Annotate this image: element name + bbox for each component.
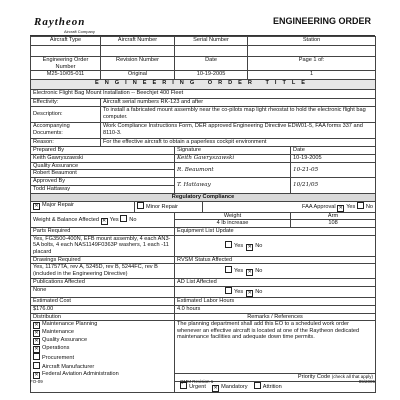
dist-item-label: Quality Assurance (42, 337, 88, 344)
prepared-by-signature: Keith Gawryszawski (175, 154, 291, 162)
ad-yes-checkbox[interactable] (225, 287, 232, 294)
station-label: Station (248, 37, 376, 46)
date-label: Date (175, 57, 248, 71)
form-table (30, 36, 376, 393)
major-repair-label: Major Repair (42, 201, 75, 208)
faa-no-checkbox[interactable] (357, 202, 364, 209)
regulatory-band: Regulatory Compliance (31, 193, 376, 201)
date-value: 10-19-2005 (175, 71, 248, 80)
aircraft-type-label: Aircraft Type (31, 37, 101, 46)
arm-label: Arm (291, 212, 376, 220)
rvsm-label: RVSM Status Affected (175, 256, 376, 264)
dist-item-label: Aircraft Manufacturer (42, 364, 95, 371)
ad-yes-label: Yes (234, 288, 244, 295)
equipment-yes-label: Yes (234, 242, 244, 249)
distribution-list (31, 321, 175, 393)
dist-checkbox[interactable]: ✕ (34, 346, 39, 353)
signature-header: Signature (175, 147, 291, 155)
effectivity-value: Aircraft serial numbers RK-123 and after (101, 99, 376, 107)
qa-label: Quality Assurance (31, 162, 175, 170)
weight-label: Weight (175, 212, 291, 220)
prepared-by-name: Keith Gawryszawski (31, 154, 175, 162)
effectivity-label: Effectivity: (31, 99, 101, 107)
wb-no-label: No (129, 216, 137, 223)
aircraft-number-value (101, 46, 175, 57)
aircraft-number-label: Aircraft Number (101, 37, 175, 46)
remarks-value: The planning department shall add this EO to a scheduled work order whenever an effective aircraft is located at one of the Raytheon dedicated maintenance facilities and adequate down time permits. (175, 321, 376, 374)
description-value: To install a fabricated mount assembly near the co-pilots map light rheostat to hold the electronic flight bag computer. (101, 107, 376, 123)
footer-form-id: FO-09 (30, 379, 43, 384)
priority-attrition-checkbox[interactable] (254, 382, 261, 389)
dist-item-aircraft-manufacturer[interactable] (33, 362, 172, 371)
parts-required-value: Yes, FG3500-400N, EFB mount assembly, 4 each AN3-5A bolts, 4 each NAS1149F0363P washers, 1 each -11 placard (31, 235, 175, 256)
dist-item-label: Maintenance Planning (42, 321, 98, 328)
dist-item-procurement[interactable] (33, 353, 172, 362)
weight-value: 4 lb increase (175, 220, 291, 228)
description-label: Description: (31, 107, 101, 123)
accompanying-value: Work Compliance Instructions Form, DER approved Engineering Directive EDW01-5, FAA forms 337 and 8110-3. (101, 123, 376, 139)
prepared-by-label: Prepared By (31, 147, 175, 155)
dist-item-maintenance[interactable] (33, 329, 172, 337)
remarks-label: Remarks / References (175, 313, 376, 321)
eo-title-band (31, 80, 376, 90)
rvsm-no-checkbox[interactable]: ✕ (247, 269, 252, 276)
qa-signature: R. Beaumont (175, 162, 291, 178)
form-header (30, 8, 375, 36)
dist-item-label: Operations (42, 345, 70, 352)
wb-label: Weight & Balance Affected (33, 216, 100, 223)
dist-item-faa[interactable] (33, 371, 172, 379)
priority-mandatory-checkbox[interactable]: ✕ (213, 384, 218, 391)
minor-repair-label: Minor Repair (146, 203, 179, 210)
approved-by-name: Todd Hattaway (31, 185, 175, 193)
priority-label: Priority Code (297, 374, 331, 381)
drawings-label: Drawings Required (31, 256, 175, 264)
minor-repair-checkbox[interactable] (137, 202, 144, 209)
dist-checkbox[interactable] (33, 362, 40, 369)
sig-date-header: Date (291, 147, 376, 155)
rvsm-yes-checkbox[interactable] (225, 266, 232, 273)
reason-label: Reason: (31, 139, 101, 147)
serial-number-value (175, 46, 248, 57)
major-repair-checkbox[interactable]: ✕ (34, 202, 39, 209)
drawings-value: Yes, 11757TA, rev A, 5245D, rev B, 5244FC, rev B (included in the Engineering Directive) (31, 264, 175, 279)
prepared-by-date: 10-19-2005 (291, 154, 376, 162)
accompanying-label: Accompanying Documents: (31, 123, 101, 139)
approved-by-label: Approved By (31, 178, 175, 186)
equipment-list-label: Equipment List Update (175, 228, 376, 236)
engineering-order-form (30, 8, 375, 391)
priority-mandatory-label: Mandatory (221, 383, 248, 390)
wb-yes-checkbox[interactable]: ✕ (101, 217, 107, 224)
distribution-label: Distribution (31, 313, 175, 321)
revision-value: Original (101, 71, 175, 80)
arm-value: 108 (291, 220, 376, 228)
rvsm-yes-label: Yes (234, 268, 244, 275)
serial-number-label: Serial Number (175, 37, 248, 46)
faa-approval (203, 201, 376, 212)
eo-number-label: Engineering Order Number (31, 57, 101, 71)
approved-by-signature: T. Hattaway (175, 178, 291, 194)
faa-yes-checkbox[interactable]: ✕ (338, 204, 343, 211)
revision-label: Revision Number (101, 57, 175, 71)
footer-date: 09/2005 (358, 379, 375, 384)
labor-value: 4.0 hours (175, 305, 376, 313)
ad-list-options (175, 286, 376, 297)
cost-value: $176.00 (31, 305, 175, 313)
aircraft-type-value (31, 46, 101, 57)
faa-yes-label: Yes (346, 203, 356, 210)
page-value: 1 (248, 71, 376, 80)
minor-repair[interactable] (135, 201, 203, 212)
qa-name: Robert Beaumont (31, 170, 175, 178)
wb-yes-label: Yes (109, 216, 119, 223)
parts-required-label: Parts Required (31, 228, 175, 236)
dist-checkbox[interactable]: ✕ (34, 372, 39, 379)
approved-by-date: 10/21/05 (291, 178, 376, 194)
footer-revision: QMM Revision 1 (180, 379, 214, 384)
dist-item-label: Procurement (42, 355, 75, 362)
dist-checkbox[interactable]: ✕ (34, 338, 39, 345)
dist-item-quality-assurance[interactable] (33, 337, 172, 345)
rvsm-options (175, 264, 376, 279)
faa-no-label: No (365, 203, 374, 210)
wb-no-checkbox[interactable] (120, 215, 127, 222)
publications-value: None (31, 286, 175, 297)
eo-title-value: Electronic Flight Bag Mount Installation -- Beechjet 400 Fleet (31, 90, 376, 99)
priority-urgent-label: Urgent (189, 383, 206, 390)
ad-no-checkbox[interactable]: ✕ (247, 289, 252, 296)
logo-tagline: Aircraft Company (64, 29, 95, 34)
eo-number-value: M25-10/05-011 (31, 71, 101, 80)
equipment-yes-checkbox[interactable] (225, 241, 232, 248)
publications-label: Publications Affected (31, 279, 175, 287)
dist-item-maintenance-planning[interactable] (33, 321, 172, 329)
company-logo (34, 12, 154, 32)
equipment-no-checkbox[interactable]: ✕ (247, 243, 252, 250)
major-repair[interactable] (31, 201, 135, 212)
dist-checkbox[interactable]: ✕ (34, 322, 39, 329)
ad-list-label: AD List Affected (175, 279, 376, 287)
priority-note: (check all that apply) (331, 374, 374, 380)
form-title: ENGINEERING ORDER (272, 16, 371, 26)
priority-attrition-label: Attrition (262, 383, 282, 390)
eo-title-band-text: ENGINEERING ORDER TITLE (95, 80, 312, 87)
reason-value: For the effective aircraft to obtain a paperless cockpit environment (101, 139, 376, 147)
equipment-list-options (175, 235, 376, 256)
weight-balance (31, 212, 175, 228)
labor-label: Estimated Labor Hours (175, 297, 376, 305)
dist-item-label: Federal Aviation Administration (42, 371, 119, 378)
station-value (248, 46, 376, 57)
dist-checkbox[interactable]: ✕ (34, 330, 39, 337)
dist-item-label: Maintenance (42, 329, 75, 336)
rvsm-no-label: No (255, 268, 263, 275)
logo-brand: Raytheon (34, 16, 86, 28)
page-label: Page 1 of: (248, 57, 376, 71)
ad-no-label: No (255, 288, 263, 295)
dist-item-operations[interactable] (33, 345, 172, 353)
dist-checkbox[interactable] (33, 353, 40, 360)
qa-date: 10-21-05 (291, 162, 376, 178)
cost-label: Estimated Cost (31, 297, 175, 305)
faa-approval-label: FAA Approval (302, 203, 336, 210)
equipment-no-label: No (255, 242, 263, 249)
